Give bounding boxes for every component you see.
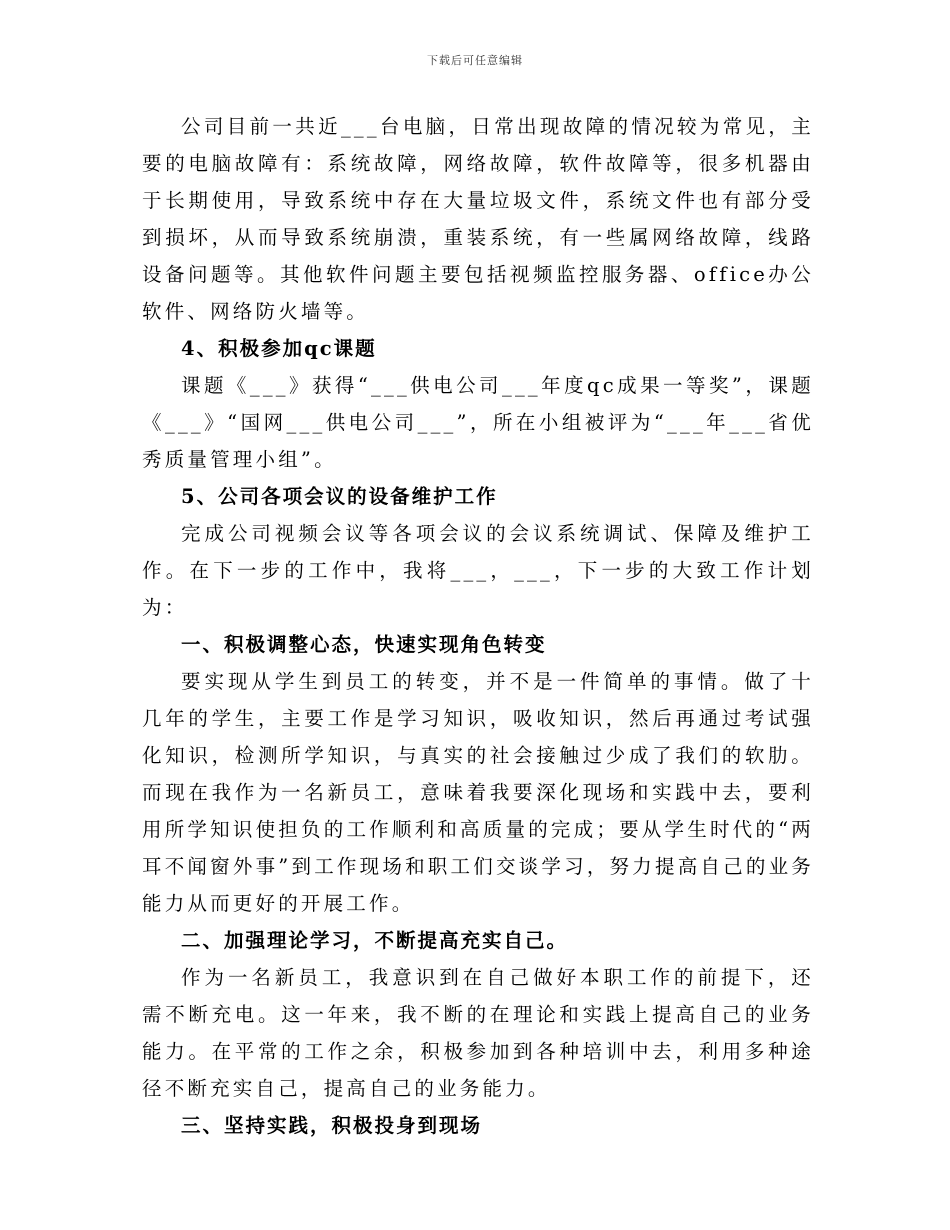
document-body	[142, 108, 814, 1144]
paragraph-meeting-systems: 完成公司视频会议等各项会议的会议系统调试、保障及维护工作。在下一步的工作中，我将___，___，下一步的大致工作计划为：	[142, 522, 814, 619]
paragraph-self-improvement: 作为一名新员工，我意识到在自己做好本职工作的前提下，还需不断充电。这一年来，我不断的在理论和实践上提高自己的业务能力。在平常的工作之余，积极参加到各种培训中去，利用多种途径不断充实自己，提高自己的业务能力。	[142, 966, 814, 1100]
paragraph-qc-awards: 课题《___》获得“___供电公司___年度qc成果一等奖”，课题《___》“国网___供电公司___”，所在小组被评为“___年___省优秀质量管理小组”。	[142, 374, 814, 471]
heading-theory-study: 二、加强理论学习，不断提高充实自己。	[181, 929, 569, 952]
page-header: 下载后可任意编辑	[427, 54, 523, 67]
paragraph-role-transition: 要实现从学生到员工的转变，并不是一件简单的事情。做了十几年的学生，主要工作是学习知识，吸收知识，然后再通过考试强化知识，检测所学知识，与真实的社会接触过少成了我们的软肋。而现在我作为一名新员工，意味着我要深化现场和实践中去，要利用所学知识使担负的工作顺利和高质量的完成；要从学生时代的“两耳不闻窗外事”到工作现场和职工们交谈学习，努力提高自己的业务能力从而更好的开展工作。	[142, 670, 814, 915]
heading-practice-onsite: 三、坚持实践，积极投身到现场	[181, 1114, 483, 1137]
paragraph-computer-faults: 公司目前一共近___台电脑，日常出现故障的情况较为常见，主要的电脑故障有：系统故障，网络故障，软件故障等，很多机器由于长期使用，导致系统中存在大量垃圾文件，系统文件也有部分受到损坏，从而导致系统崩溃，重装系统，有一些属网络故障，线路设备问题等。其他软件问题主要包括视频监控服务器、office办公软件、网络防火墙等。	[142, 115, 814, 323]
heading-qc-project: 4、积极参加qc课题	[181, 337, 377, 360]
heading-meeting-maintenance: 5、公司各项会议的设备维护工作	[181, 485, 498, 508]
heading-adjust-mindset: 一、积极调整心态，快速实现角色转变	[181, 633, 547, 656]
